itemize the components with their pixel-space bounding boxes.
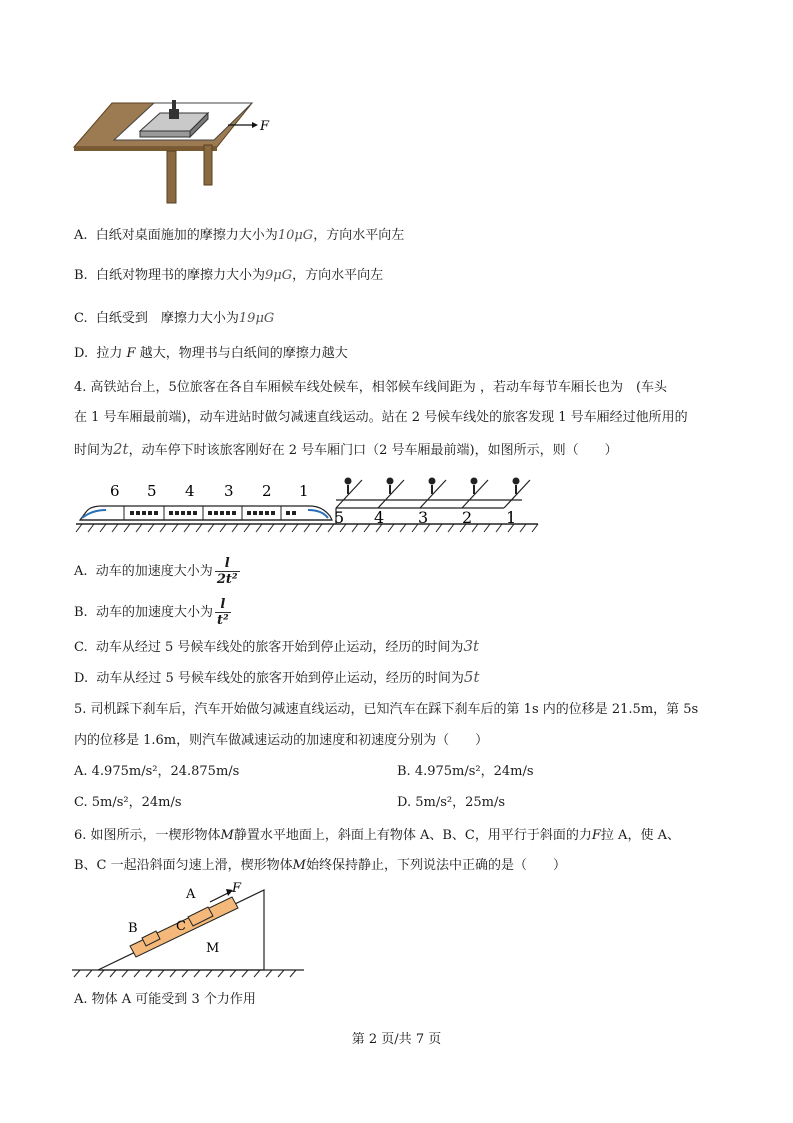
label-a: A xyxy=(186,887,196,902)
q6-option-a: A. 物体 A 可能受到 3 个力作用 xyxy=(74,992,256,1007)
label-m: M xyxy=(206,941,220,956)
label-b: B xyxy=(128,921,138,936)
q6-stem-line1: 6. 如图所示，一楔形物体M静置水平地面上，斜面上有物体 A、B、C，用平行于斜面的力F拉 A，使 A、 xyxy=(74,828,680,843)
label-f: F xyxy=(232,881,242,896)
q5-option-b: B. 4.975m/s²，24m/s xyxy=(397,764,534,779)
q5-option-c: C. 5m/s²，24m/s xyxy=(74,795,182,810)
car-number-5: 5 xyxy=(147,482,157,500)
car-number-6: 6 xyxy=(110,482,120,500)
q6-stem-line2: B、C 一起沿斜面匀速上滑，楔形物体M始终保持静止，下列说法中正确的是（ ） xyxy=(74,858,566,873)
q3-option-b: B. 白纸对物理书的摩擦力大小为9μG，方向水平向左 xyxy=(74,268,384,283)
q4-option-a: A. 动车的加速度大小为 $\frac{l}{\text{2t²}}$ xyxy=(74,556,238,587)
q5-stem-line2: 内的位移是 1.6m，则汽车做减速运动的加速度和初速度分别为（ ） xyxy=(74,733,489,748)
car-number-2: 2 xyxy=(262,482,272,500)
wedge-blocks-figure xyxy=(72,880,304,980)
line-number-5: 5 xyxy=(334,508,345,527)
q4-option-b: B. 动车的加速度大小为 $\frac{l}{\text{t²}}$ xyxy=(74,597,229,628)
q4-stem-line1: 4. 高铁站台上，5位旅客在各自车厢候车线处候车，相邻候车线间距为 ，若动车每节车厢长也为 (车头 xyxy=(74,380,668,395)
line-number-3: 3 xyxy=(418,508,429,527)
car-number-4: 4 xyxy=(185,482,195,500)
q5-option-a: A. 4.975m/s²，24.875m/s xyxy=(74,764,240,779)
line-number-4: 4 xyxy=(374,508,385,527)
q5-stem-line1: 5. 司机踩下刹车后，汽车开始做匀减速直线运动，已知汽车在踩下刹车后的第 1s 内的位移是 21.5m，第 5s xyxy=(74,702,699,717)
line-number-1: 1 xyxy=(506,508,517,527)
q3-option-d: D. 拉力 F 越大，物理书与白纸间的摩擦力越大 xyxy=(74,346,348,361)
car-number-3: 3 xyxy=(224,482,234,500)
train-platform-figure xyxy=(72,476,542,544)
q4-option-c: C. 动车从经过 5 号候车线处的旅客开始到停止运动，经历的时间为3t xyxy=(74,637,480,655)
car-number-1: 1 xyxy=(299,482,309,500)
q4-stem-line2: 在 1 号车厢最前端)，动车进站时做匀减速直线运动。站在 2 号候车线处的旅客发现 1 号车厢经过他所用的 xyxy=(74,410,688,425)
q4-option-d: D. 动车从经过 5 号候车线处的旅客开始到停止运动，经历的时间为5t xyxy=(74,668,480,686)
q4-stem-line3: 时间为2t，动车停下时该旅客刚好在 2 号车厢门口（2 号车厢最前端)，如图所示，则（ ） xyxy=(74,440,618,458)
force-label: F xyxy=(260,119,270,134)
q3-option-a: A. 白纸对桌面施加的摩擦力大小为10μG，方向水平向左 xyxy=(74,228,405,243)
label-c: C xyxy=(176,919,186,934)
table-book-figure xyxy=(72,95,282,205)
q3-option-c: C. 白纸受到 摩擦力大小为19μG xyxy=(74,311,275,326)
page-footer: 第 2 页/共 7 页 xyxy=(351,1032,442,1047)
q5-option-d: D. 5m/s²，25m/s xyxy=(397,795,506,810)
line-number-2: 2 xyxy=(462,508,473,527)
